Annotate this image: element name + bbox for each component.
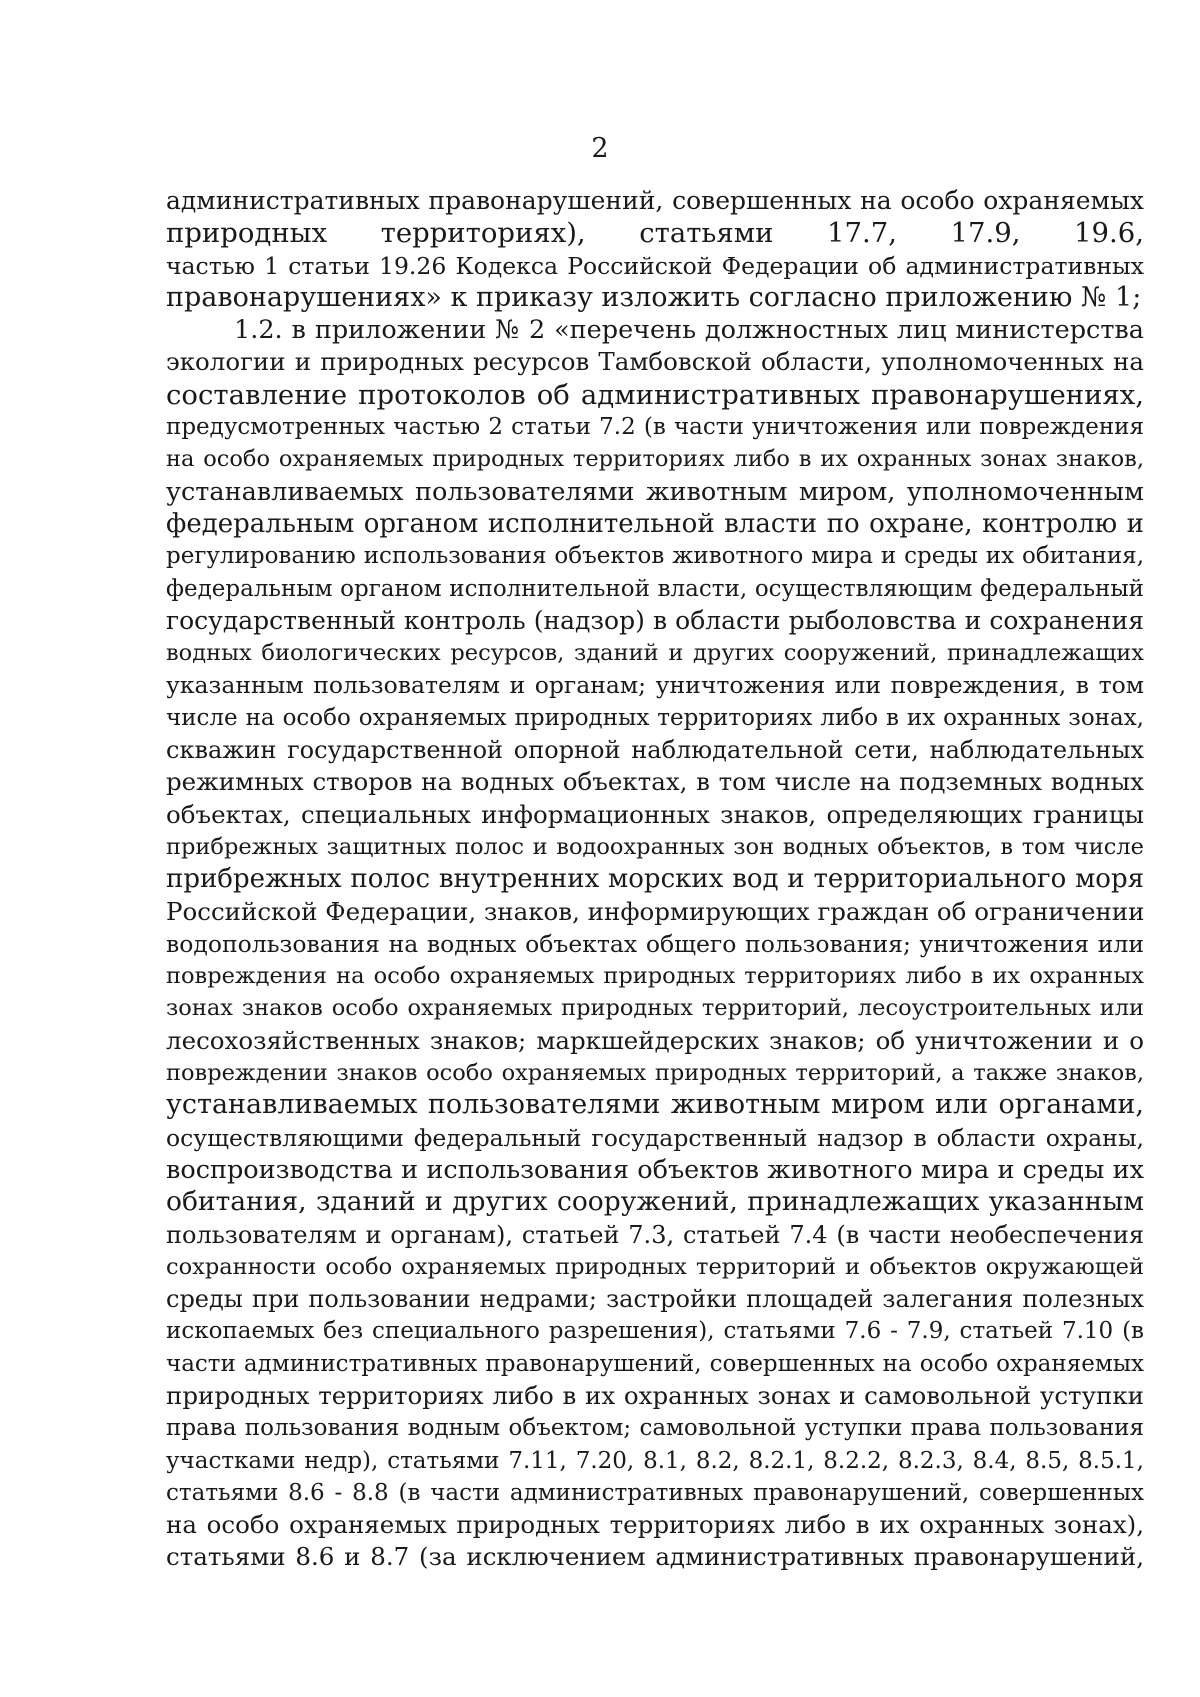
text-line: водопользования на водных объектах общего пользования; уничтожения или	[166, 929, 1144, 958]
text-line: обитания, зданий и других сооружений, принадлежащих указанным	[166, 1186, 1144, 1218]
text-line: частью 1 статьи 19.26 Кодекса Российской Федерации об административных	[166, 251, 1144, 280]
text-line: числе на особо охраняемых природных территориях либо в их охранных зонах,	[166, 704, 1144, 731]
text-line: регулированию использования объектов животного мира и среды их обитания,	[166, 543, 1144, 570]
text-line: на особо охраняемых природных территориях либо в их охранных зонах знаков,	[166, 446, 1144, 473]
text-line: объектах, специальных информационных знаков, определяющих границы	[166, 799, 1144, 829]
text-line: на особо охраняемых природных территориях либо в их охранных зонах),	[166, 1510, 1144, 1540]
text-line: правонарушениях» к приказу изложить согласно приложению № 1;	[166, 281, 1142, 313]
text-line: скважин государственной опорной наблюдательной сети, наблюдательных	[166, 736, 1144, 765]
text-line: повреждении знаков особо охраняемых природных территорий, а также знаков,	[166, 1060, 1144, 1087]
text-line: 1.2. в приложении № 2 «перечень должностных лиц министерства	[234, 315, 1144, 346]
text-line: составление протоколов об административных правонарушениях,	[166, 378, 1144, 411]
text-line: федеральным органом исполнительной власти по охране, контролю и	[166, 508, 1144, 539]
text-line: прибрежных полос внутренних морских вод и территориального моря	[166, 864, 1144, 895]
text-line: административных правонарушений, совершенных на особо охраняемых	[166, 186, 1144, 215]
text-line: указанным пользователям и органам; уничтожения или повреждения, в том	[166, 671, 1144, 700]
text-line: части административных правонарушений, совершенных на особо охраняемых	[166, 1350, 1144, 1377]
text-line: государственный контроль (надзор) в области рыболовства и сохранения	[166, 605, 1144, 635]
text-line: зонах знаков особо охраняемых природных территорий, лесоустроительных или	[166, 995, 1144, 1022]
text-line: Российской Федерации, знаков, информирующих граждан об ограничении	[166, 896, 1145, 926]
body-text	[166, 185, 1144, 1574]
text-line: водных биологических ресурсов, зданий и других сооружений, принадлежащих	[166, 640, 1144, 667]
page-number: 2	[591, 133, 609, 164]
text-line: федеральным органом исполнительной власти, осуществляющим федеральный	[166, 575, 1144, 602]
text-line: статьями 8.6 и 8.7 (за исключением административных правонарушений,	[166, 1542, 1144, 1572]
text-line: права пользования водным объектом; самовольной уступки права пользования	[166, 1415, 1144, 1442]
text-line: предусмотренных частью 2 статьи 7.2 (в части уничтожения или повреждения	[166, 414, 1144, 441]
text-line: пользователям и органам), статьей 7.3, статьей 7.4 (в части необеспечения	[166, 1220, 1144, 1249]
text-line: статьями 8.6 - 8.8 (в части административных правонарушений, совершенных	[166, 1479, 1144, 1506]
text-line: участками недр), статьями 7.11, 7.20, 8.1, 8.2, 8.2.1, 8.2.2, 8.2.3, 8.4, 8.5, 8.5.1,	[166, 1447, 1144, 1474]
text-line: устанавливаемых пользователями животным миром или органами,	[166, 1089, 1144, 1121]
text-line: природных территориях либо в их охранных зонах и самовольной уступки	[166, 1380, 1144, 1410]
text-line: экологии и природных ресурсов Тамбовской области, уполномоченных на	[166, 347, 1144, 377]
text-line: природных территориях), статьями 17.7, 17.9, 19.6,	[166, 217, 1144, 250]
text-line: сохранности особо охраняемых природных территорий и объектов окружающей	[166, 1253, 1144, 1280]
text-line: повреждения на особо охраняемых природных территориях либо в их охранных	[166, 963, 1144, 990]
text-line: среды при пользовании недрами; застройки площадей залегания полезных	[166, 1285, 1144, 1314]
text-line: устанавливаемых пользователями животным миром, уполномоченным	[166, 476, 1144, 507]
text-line: прибрежных защитных полос и водоохранных зон водных объектов, в том числе	[166, 833, 1144, 860]
text-line: осуществляющими федеральный государственный надзор в области охраны,	[166, 1123, 1144, 1152]
text-line: ископаемых без специального разрешения), статьями 7.6 - 7.9, статьей 7.10 (в	[166, 1318, 1144, 1345]
text-line: лесохозяйственных знаков; маркшейдерских знаков; об уничтожении и о	[166, 1025, 1144, 1055]
text-line: режимных створов на водных объектах, в том числе на подземных водных	[166, 767, 1144, 797]
text-line: воспроизводства и использования объектов животного мира и среды их	[166, 1154, 1144, 1185]
